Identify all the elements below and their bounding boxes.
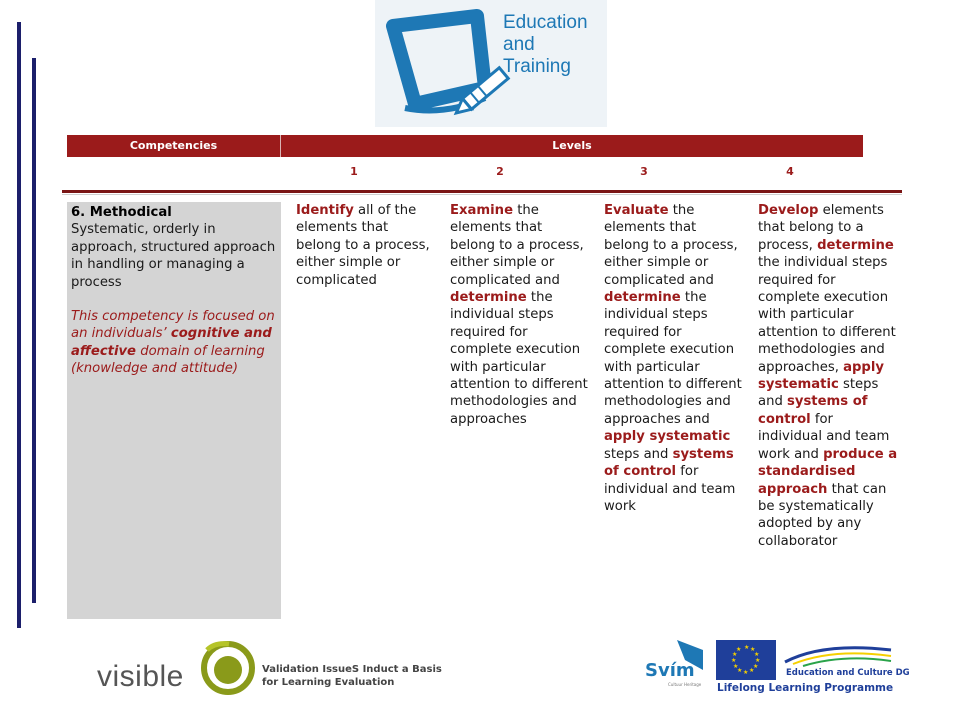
svg-text:★: ★ [731,657,737,664]
svg-text:★: ★ [743,669,749,676]
level-3-keyword-2: determine [604,290,681,306]
level-4-text-3: steps and [758,377,879,410]
eu-flag-icon [716,640,776,680]
svg-text:★: ★ [749,667,755,674]
logo-line-1: Education [503,12,588,33]
left-accent-bar-inner [32,58,36,603]
level-3-text-1: the elements that belong to a process, either simple or complicated and [604,203,738,288]
education-training-logo [375,0,607,127]
level-3-cell [604,202,744,515]
level-4-keyword-5: produce a standardised approach [758,446,898,497]
header-competencies: Competencies [67,135,281,157]
svg-text:★: ★ [753,663,759,670]
level-3-text-4: for individual and team work [604,464,736,514]
svg-text:★: ★ [737,667,743,674]
lifelong-learning-label: Lifelong Learning Programme [717,682,894,694]
level-4-keyword-2: determine [817,237,894,253]
level-number-4: 4 [786,165,794,178]
visible-wordmark: visible [97,660,184,693]
focus-text-3: domain of learning (knowledge and attitude) [71,343,265,377]
level-2-keyword-1: Examine [450,203,514,218]
svg-text:★: ★ [755,657,761,664]
logo-line-3: Training [503,56,571,77]
svim-wordmark: Svím [645,660,695,681]
education-culture-dg-label: Education and Culture DG [786,668,910,678]
svim-subtitle: Cultuur Heritage [668,682,702,687]
level-1-cell [296,202,430,289]
level-4-keyword-4: systems of control [758,394,868,427]
eu-stars-icon [716,640,776,680]
level-1-text: all of the elements that belong to a process, either simple or complicated [296,203,430,288]
svg-text:★: ★ [750,646,756,653]
svg-text:★: ★ [733,663,739,670]
level-2-cell [450,202,590,428]
header-levels: Levels [552,139,592,152]
level-3-keyword-4: systems of control [604,446,734,480]
table-divider-shadow [62,194,902,195]
level-3-keyword-3: apply systematic [604,429,731,445]
visible-tagline [262,663,442,689]
computer-monitor-icon [385,8,515,123]
logo-wordmark [503,12,588,78]
visible-tagline-line-1: Validation IssueS Induct a Basis [262,664,442,675]
competency-focus-note [71,308,277,378]
svg-text:★: ★ [736,646,742,653]
level-4-cell [758,202,900,550]
left-accent-bar-outer [17,22,21,628]
education-culture-swoosh-icon [783,640,893,668]
competency-title: 6. Methodical [71,205,172,220]
level-2-text-2: the individual steps required for complete execution with particular attention to different methodologies and approaches [450,290,588,427]
level-3-keyword-1: Evaluate [604,203,669,218]
level-number-2: 2 [496,165,504,178]
level-number-3: 3 [640,165,648,178]
level-4-keyword-3: apply systematic [758,359,884,393]
level-2-text-1: the elements that belong to a process, either simple or complicated and [450,203,584,288]
svg-text:★: ★ [754,651,760,658]
competency-description: Systematic, orderly in approach, structured approach in handling or managing a process [71,222,276,290]
level-3-text-3: steps and [604,446,673,462]
focus-text-1: This competency is focused on an individuals’ [71,309,275,342]
svg-text:★: ★ [744,644,750,651]
level-1-keyword: Identify [296,203,354,218]
level-4-text-5: that can be systematically adopted by any collaborator [758,481,887,549]
level-4-text-2: the individual steps required for complete execution with particular attention to different methodologies and approaches, [758,255,896,375]
level-2-keyword-2: determine [450,290,527,306]
focus-text-2: cognitive and affective [71,326,272,359]
level-number-1: 1 [350,165,358,178]
table-header-row [67,135,863,157]
level-4-text-4: for individual and team work and [758,411,890,462]
competency-cell [67,202,281,619]
table-divider [62,190,902,193]
svg-text:★: ★ [732,651,738,658]
logo-line-2: and [503,34,535,55]
level-3-text-2: the individual steps required for complete execution with particular attention to different methodologies and approaches and [604,290,742,427]
level-4-text-1: elements that belong to a process, [758,203,884,253]
level-4-keyword-1: Develop [758,203,819,218]
visible-tagline-line-2: for Learning Evaluation [262,677,395,688]
